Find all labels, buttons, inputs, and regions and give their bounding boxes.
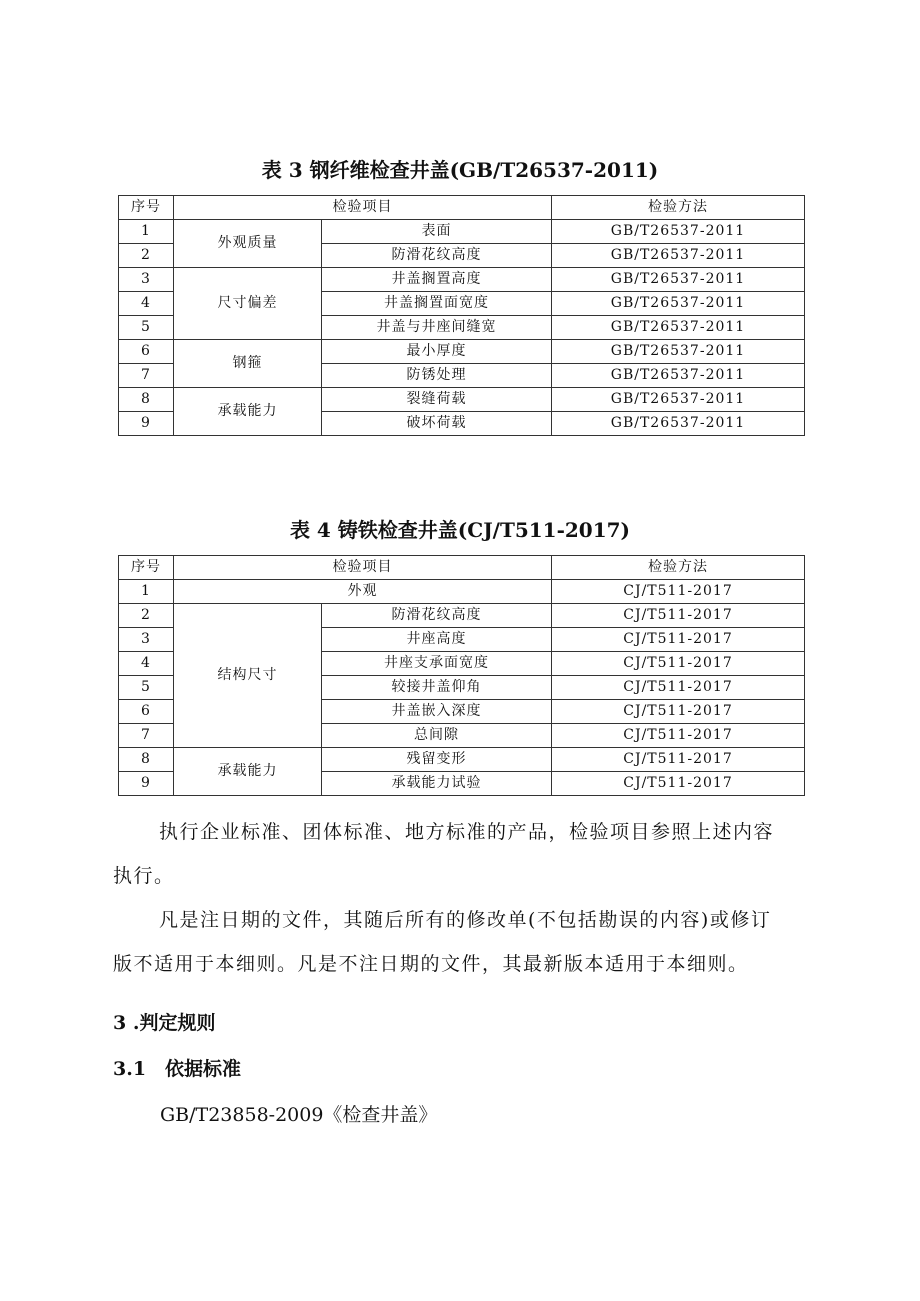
row-method: CJ/T511-2017 xyxy=(552,700,805,724)
row-no: 2 xyxy=(119,604,174,628)
paragraph-scope xyxy=(113,810,813,898)
row-method: CJ/T511-2017 xyxy=(552,628,805,652)
table3-title: 表 3 钢纤维检查井盖(GB/T26537-2011) xyxy=(261,158,659,182)
row-item: 井盖搁置面宽度 xyxy=(322,292,552,316)
paragraph-line: 版不适用于本细则。凡是不注日期的文件，其最新版本适用于本细则。 xyxy=(113,953,749,975)
row-method: CJ/T511-2017 xyxy=(552,676,805,700)
row-no: 5 xyxy=(119,676,174,700)
row-method: GB/T26537-2011 xyxy=(552,316,805,340)
table4 xyxy=(118,555,805,796)
header-method: 检验方法 xyxy=(552,556,805,580)
group-label: 承载能力 xyxy=(174,388,322,436)
row-item: 总间隙 xyxy=(322,724,552,748)
header-method: 检验方法 xyxy=(552,196,805,220)
row-method: GB/T26537-2011 xyxy=(552,292,805,316)
paragraph-line: 执行。 xyxy=(113,865,175,887)
subsection-heading: 3.1 依据标准 xyxy=(113,1058,242,1080)
row-item: 井座支承面宽度 xyxy=(322,652,552,676)
row-item: 井盖与井座间缝宽 xyxy=(322,316,552,340)
row-method: CJ/T511-2017 xyxy=(552,580,805,604)
row-method: CJ/T511-2017 xyxy=(552,604,805,628)
table3 xyxy=(118,195,805,436)
table-header-row xyxy=(119,196,805,220)
group-label: 外观质量 xyxy=(174,220,322,268)
row-no: 9 xyxy=(119,412,174,436)
table-row xyxy=(119,220,805,244)
row-no: 9 xyxy=(119,772,174,796)
row-item: 承载能力试验 xyxy=(322,772,552,796)
paragraph-line: 执行企业标准、团体标准、地方标准的产品，检验项目参照上述内容 xyxy=(159,821,775,843)
row-item: 井盖嵌入深度 xyxy=(322,700,552,724)
row-item: 破坏荷载 xyxy=(322,412,552,436)
row-no: 5 xyxy=(119,316,174,340)
header-no: 序号 xyxy=(119,196,174,220)
row-item: 井盖搁置高度 xyxy=(322,268,552,292)
row-item: 防滑花纹高度 xyxy=(322,604,552,628)
header-item: 检验项目 xyxy=(174,556,552,580)
row-item: 表面 xyxy=(322,220,552,244)
table-row xyxy=(119,580,805,604)
table-row xyxy=(119,604,805,628)
row-no: 2 xyxy=(119,244,174,268)
row-method: GB/T26537-2011 xyxy=(552,364,805,388)
row-item: 防锈处理 xyxy=(322,364,552,388)
row-item: 井座高度 xyxy=(322,628,552,652)
row-no: 4 xyxy=(119,292,174,316)
row-no: 1 xyxy=(119,580,174,604)
group-label: 结构尺寸 xyxy=(174,604,322,748)
row-no: 6 xyxy=(119,340,174,364)
row-item: 外观 xyxy=(174,580,552,604)
row-method: GB/T26537-2011 xyxy=(552,268,805,292)
group-label: 承载能力 xyxy=(174,748,322,796)
row-item: 最小厚度 xyxy=(322,340,552,364)
row-method: GB/T26537-2011 xyxy=(552,220,805,244)
header-no: 序号 xyxy=(119,556,174,580)
row-method: CJ/T511-2017 xyxy=(552,652,805,676)
standard-reference: GB/T23858-2009《检查井盖》 xyxy=(160,1104,438,1126)
row-method: GB/T26537-2011 xyxy=(552,388,805,412)
row-item: 较接井盖仰角 xyxy=(322,676,552,700)
row-no: 3 xyxy=(119,628,174,652)
row-item: 防滑花纹高度 xyxy=(322,244,552,268)
table-row xyxy=(119,268,805,292)
table-row xyxy=(119,340,805,364)
row-method: GB/T26537-2011 xyxy=(552,244,805,268)
row-no: 8 xyxy=(119,388,174,412)
table-header-row xyxy=(119,556,805,580)
row-item: 残留变形 xyxy=(322,748,552,772)
row-no: 7 xyxy=(119,364,174,388)
row-method: GB/T26537-2011 xyxy=(552,340,805,364)
group-label: 钢箍 xyxy=(174,340,322,388)
row-no: 1 xyxy=(119,220,174,244)
group-label: 尺寸偏差 xyxy=(174,268,322,340)
row-no: 6 xyxy=(119,700,174,724)
table-row xyxy=(119,388,805,412)
table-row xyxy=(119,748,805,772)
header-item: 检验项目 xyxy=(174,196,552,220)
paragraph-line: 凡是注日期的文件，其随后所有的修改单(不包括勘误的内容)或修订 xyxy=(159,909,772,931)
row-method: CJ/T511-2017 xyxy=(552,748,805,772)
row-no: 7 xyxy=(119,724,174,748)
row-method: GB/T26537-2011 xyxy=(552,412,805,436)
table4-title: 表 4 铸铁检查井盖(CJ/T511-2017) xyxy=(289,518,631,542)
row-no: 3 xyxy=(119,268,174,292)
row-item: 裂缝荷载 xyxy=(322,388,552,412)
paragraph-dated-docs xyxy=(113,898,813,986)
section-heading: 3 .判定规则 xyxy=(113,1012,216,1034)
row-no: 8 xyxy=(119,748,174,772)
row-method: CJ/T511-2017 xyxy=(552,772,805,796)
row-method: CJ/T511-2017 xyxy=(552,724,805,748)
row-no: 4 xyxy=(119,652,174,676)
